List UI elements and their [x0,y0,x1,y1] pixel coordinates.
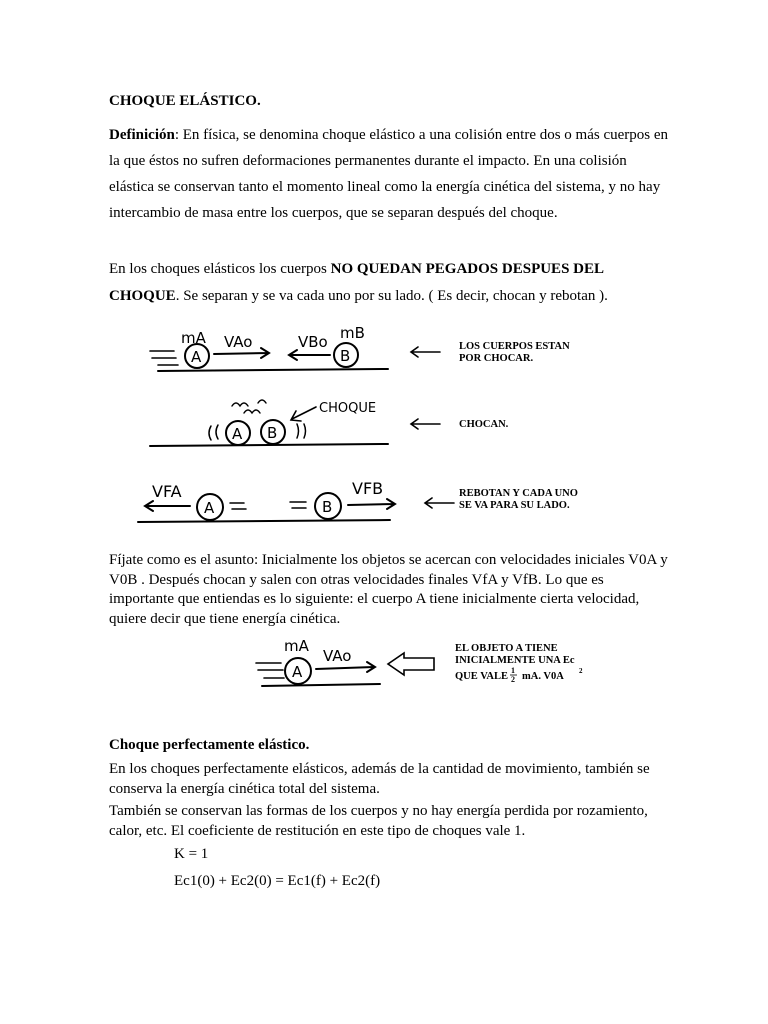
label-ma-row1: mA [181,329,206,347]
ball-a-ke-letter: A [292,663,303,681]
definition-text: : En física, se denomina choque elástico a una colisión entre dos o más cuerpos en la que éstos no sufren deformaciones permanentes durante el impacto. En una colisión elástica se conservan tanto el momento lineal como la energía cinética del sistema, y no hay intercambio de masa entre los cuerpos, que se separan después del choque. [109,127,669,221]
definition-term: Definición [109,127,175,143]
caption-ke-line3-prefix: QUE VALE [455,671,509,682]
half-denominator: 2 [511,675,515,684]
motion-lines-ke [256,663,284,678]
caption-ke-line3-suffix: mA. V0A [522,671,564,682]
label-ma-ke: mA [284,637,309,655]
section-heading: Choque perfectamente elástico. [109,737,310,753]
caption-ke-line2: INICIALMENTE UNA Ec [455,655,575,666]
ball-b-row1-letter: B [340,347,351,365]
ball-b-row2-letter: B [267,424,278,442]
intro-text-before: En los choques elásticos los cuerpos [109,261,331,277]
intro-bold-text: NO QUEDAN PEGADOS DESPUES DEL CHOQUE [109,261,604,304]
ball-a-row2-letter: A [232,425,243,443]
caption-row3-line1: REBOTAN Y CADA UNO [459,488,578,499]
ball-a-row1-letter: A [191,348,202,366]
label-va0-ke: VAo [323,647,352,665]
explanation-paragraph: Fíjate como es el asunto: Inicialmente los objetos se acercan con velocidades iniciales V0A y V0B . Después chocan y salen con otras velocidades finales VfA y VfB. Lo que es importante que entiendas es lo siguiente: el cuerpo A tiene inicialmente cierta velocidad, quiere decir que tiene energía cinética. [109,552,668,627]
label-choque: CHOQUE [319,401,377,416]
page-title: CHOQUE ELÁSTICO. [109,93,261,109]
label-vb0-row1: VBo [298,333,328,351]
caption-row3-line2: SE VA PARA SU LADO. [459,500,570,511]
label-mb-row1: mB [340,324,365,342]
caption-row2: CHOCAN. [459,419,509,430]
caption-ke-line1: EL OBJETO A TIENE [455,643,558,654]
hollow-arrow-ke [388,653,434,675]
caption-row1-line2: POR CHOCAR. [459,353,534,364]
label-vfa-row3: VFA [152,482,182,501]
label-va0-row1: VAo [224,333,253,351]
intro-text-after: . Se separan y se va cada uno por su lado. ( Es decir, chocan y rebotan ). [175,288,608,304]
exponent-two: 2 [579,667,583,675]
shape-conservation-paragraph: También se conservan las formas de los cuerpos y no hay energía perdida por rozamiento, calor, etc. El coeficiente de restitución en este tipo de choques vale 1. [109,803,648,839]
label-vfb-row3: VFB [352,479,384,498]
formula-energy-conservation: Ec1(0) + Ec2(0) = Ec1(f) + Ec2(f) [174,873,381,889]
ground-line-ke [262,684,380,686]
perfectly-elastic-paragraph: En los choques perfectamente elásticos, además de la cantidad de movimiento, también se conserva la energía cinética total del sistema. [109,761,650,797]
caption-row1-line1: LOS CUERPOS ESTAN [459,341,570,352]
ball-b-row3-letter: B [322,498,333,516]
formula-restitution: K = 1 [174,846,209,862]
half-numerator: 1 [511,666,515,675]
ball-a-row3-letter: A [204,499,215,517]
